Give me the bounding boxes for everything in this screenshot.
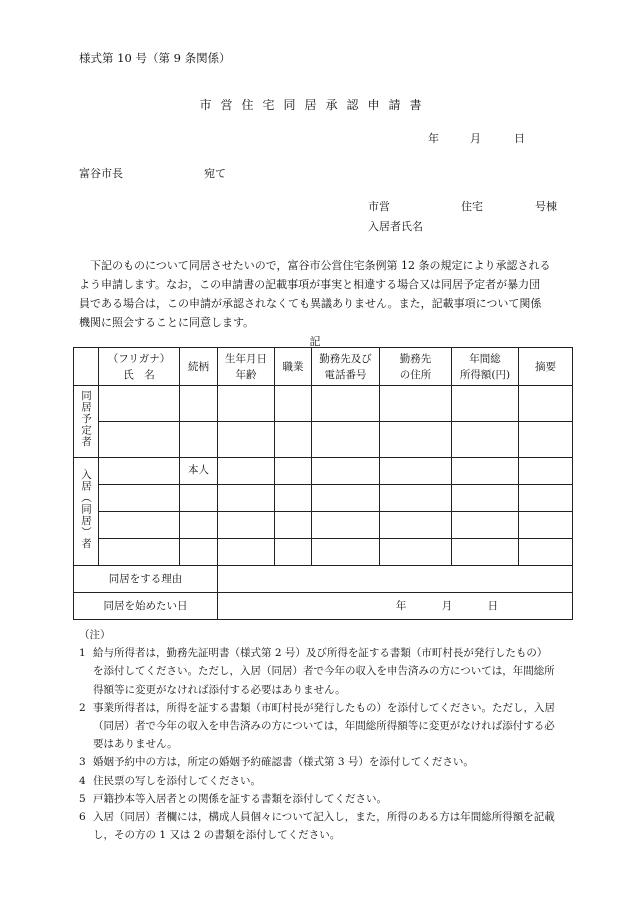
cell-input[interactable] [180,422,218,458]
document-title: 市営住宅同居承認申請書 [199,98,431,112]
cell-input[interactable] [312,485,380,512]
cell-input[interactable] [180,512,218,539]
cell-input[interactable] [180,386,218,422]
header-work-addr-2: の住所 [399,368,432,381]
note-item [79,753,557,771]
header-name [99,348,180,386]
note-item [79,790,557,808]
cell-input[interactable] [99,485,180,512]
cell-input[interactable] [380,422,452,458]
start-date-label: 同居を始めたい日 [74,593,218,620]
table-row [74,422,573,458]
cell-input[interactable] [275,422,312,458]
cell-input[interactable] [218,512,275,539]
cell-input[interactable] [218,422,275,458]
cell-input[interactable] [380,386,452,422]
note-item [79,644,557,699]
cell-input[interactable] [218,386,275,422]
cell-input[interactable] [275,539,312,566]
note-text: 給与所得者は，勤務先証明書（様式第 2 号）及び所得を証する書類（市町村長が発行したもの）を添付してください。ただし，入居（同居）者で今年の収入を申告済みの方については，年間総所得額等に変更がなければ添付する必要はありません。 [93,647,555,696]
cell-input[interactable] [180,485,218,512]
table-row [74,485,573,512]
header-income-2: 所得額(円) [459,368,511,381]
cell-input[interactable] [312,422,380,458]
header-work-phone [312,348,380,386]
ki-heading: 記 [309,335,321,348]
cell-input[interactable] [312,512,380,539]
cell-input[interactable] [380,539,452,566]
header-relation: 続柄 [180,348,218,386]
table-header-row [74,348,573,386]
cell-input[interactable] [452,539,519,566]
cell-input[interactable] [452,512,519,539]
tenant-block [368,198,568,238]
header-name-label: 氏 名 [123,368,155,381]
date-day: 日 [514,132,525,145]
cell-input[interactable] [452,422,519,458]
group-resident [74,458,99,566]
note-text: 住民票の写しを添付してください。 [93,774,261,787]
reason-input[interactable] [218,566,573,593]
addressee [79,165,226,181]
form-number: 様式第 10 号（第 9 条関係） [79,51,231,65]
table-row [74,539,573,566]
header-age: 年齢 [235,368,257,381]
tenant-housing: 住宅 [461,200,483,213]
header-group-blank [74,348,99,386]
tenant-building: 号棟 [535,200,557,213]
note-num: 5 [79,792,86,805]
header-income [452,348,519,386]
cell-input[interactable] [380,458,452,485]
date-year: 年 [428,132,439,145]
cell-input[interactable] [452,458,519,485]
header-work-address [380,348,452,386]
cell-input[interactable] [99,422,180,458]
note-text: 事業所得者は，所得を証する書類（市町村長が発行したもの）を添付してください。ただし，入居（同居）者で今年の収入を申告済みの方については，年間総所得額等に変更がなければ添付する必要はありません。 [93,701,555,751]
cell-input[interactable] [452,485,519,512]
start-date-input[interactable] [218,593,573,620]
cell-input[interactable] [275,512,312,539]
cell-input[interactable] [380,485,452,512]
cell-self: 本人 [180,458,218,485]
table-row [74,386,573,422]
cell-input[interactable] [218,485,275,512]
notes-heading: （注） [79,629,111,641]
header-remarks: 摘要 [519,348,573,386]
start-date-row [74,593,573,620]
addressee-name: 富谷市長 [79,167,123,180]
header-birth: 生年月日 [225,352,267,365]
cell-input[interactable] [99,512,180,539]
cell-input[interactable] [519,512,573,539]
table-row [74,512,573,539]
start-month: 月 [441,600,453,612]
note-text: 戸籍抄本等入居者との関係を証する書類を添付してください。 [93,792,387,805]
cell-input[interactable] [180,539,218,566]
tenant-name-label: 入居者氏名 [368,220,423,233]
cell-input[interactable] [99,386,180,422]
cell-input[interactable] [99,458,180,485]
header-work-addr-1: 勤務先 [399,352,432,365]
note-num: 2 [79,701,86,714]
table-row [74,458,573,485]
application-statement: 下記のものについて同居させたいので，富谷市公営住宅条例第 12 条の規定により承認されるよう申請します。なお，この申請書の記載事項が事実と相違する場合又は同居予定者が暴力団員である場合は，この申請が承認されなくても異議ありません。また，記載事項について関係機関に照会することに同意します。 [79,259,551,329]
tenant-city: 市営 [368,200,390,213]
header-income-1: 年間総 [469,352,501,365]
cell-input[interactable] [312,386,380,422]
header-birth-age [218,348,275,386]
cell-input[interactable] [275,458,312,485]
cell-input[interactable] [519,539,573,566]
cell-input[interactable] [312,539,380,566]
note-num: 3 [79,756,86,769]
header-work-phone-1: 勤務先及び [319,352,372,365]
note-num: 1 [79,647,86,660]
cell-input[interactable] [519,422,573,458]
note-item [79,699,557,754]
note-item [79,808,557,844]
start-year: 年 [395,600,407,612]
header-work-phone-2: 電話番号 [324,368,367,381]
cell-input[interactable] [218,458,275,485]
note-num: 4 [79,774,86,787]
cell-input[interactable] [312,458,380,485]
header-furigana: （フリガナ） [107,352,171,365]
note-text: 入居（同居）者欄には，構成人員個々について記入し，また，所得のある方は年間総所得額を記載し，その方の 1 又は 2 の書類を添付してください。 [93,811,555,842]
group-planned-label: 同居予定者 [80,390,92,448]
cell-input[interactable] [99,539,180,566]
note-num: 6 [79,811,86,824]
start-day: 日 [487,600,499,612]
cell-input[interactable] [519,386,573,422]
cell-input[interactable] [275,386,312,422]
date-month: 月 [470,132,481,145]
note-item [79,772,557,790]
notes-section [79,626,557,844]
cell-input[interactable] [452,386,519,422]
cell-input[interactable] [380,512,452,539]
reason-label: 同居をする理由 [74,566,218,593]
header-job: 職業 [275,348,312,386]
household-table [73,347,573,620]
reason-row [74,566,573,593]
cell-input[interactable] [275,485,312,512]
group-planned [74,386,99,458]
group-resident-label: 入居（同居）者 [80,468,92,550]
cell-input[interactable] [519,485,573,512]
cell-input[interactable] [218,539,275,566]
note-text: 婚姻予約中の方は，所定の婚姻予約確認書（様式第 3 号）を添付してください。 [93,756,474,769]
addressee-suffix: 宛て [204,167,226,180]
cell-input[interactable] [519,458,573,485]
